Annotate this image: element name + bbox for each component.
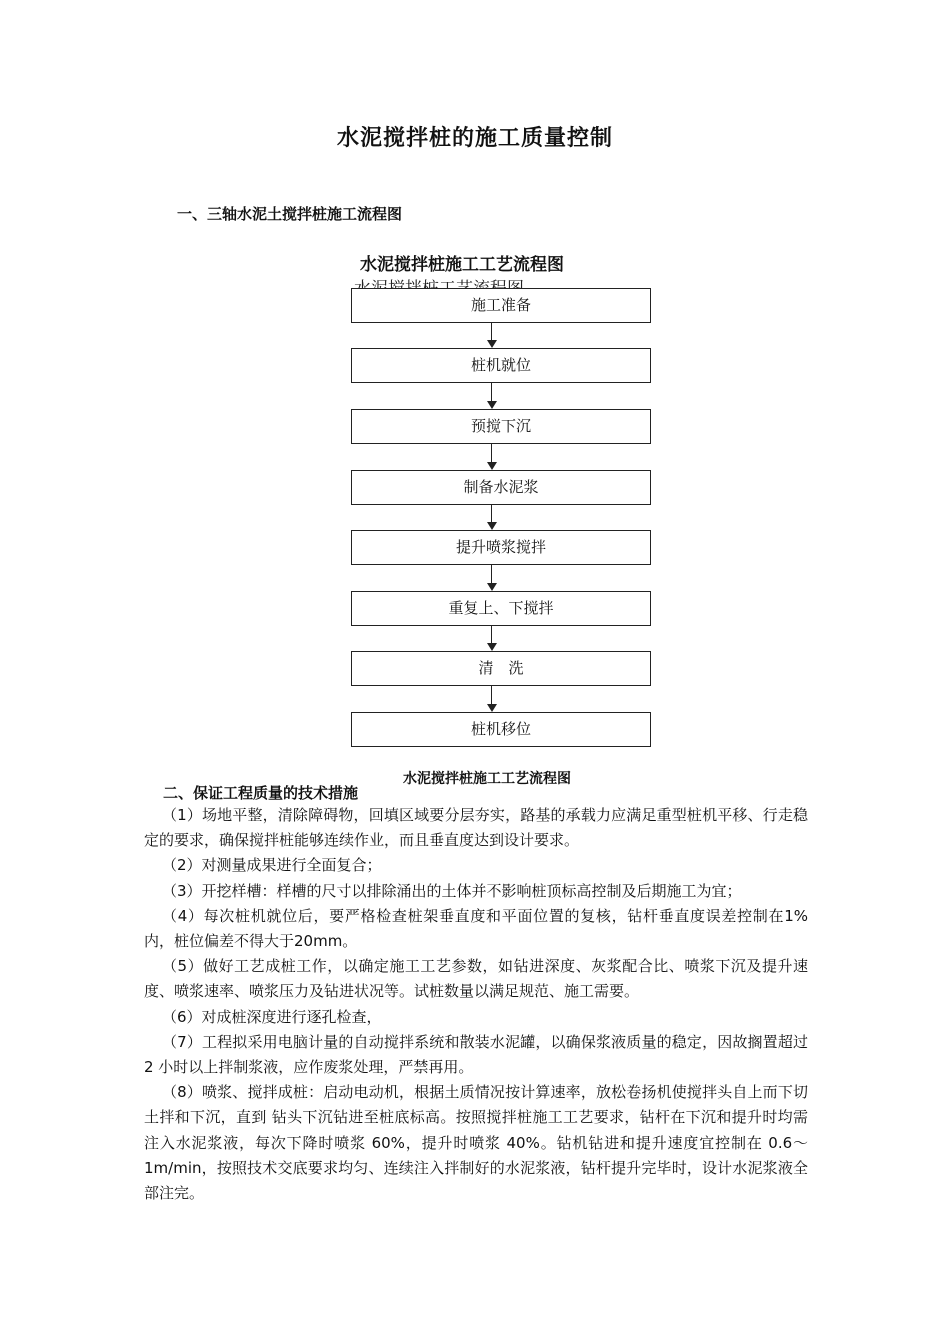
flowchart-step: 提升喷浆搅拌 [351,530,651,565]
flowchart-step: 清 洗 [351,651,651,686]
paragraph: （8）喷浆、搅拌成桩：启动电动机，根据土质情况按计算速率，放松卷扬机使搅拌头自上而下切土拌和下沉，直到 钻头下沉钻进至桩底标高。按照搅拌桩施工工艺要求，钻杆在下沉和提升时均需注入水泥浆液，每次下降时喷浆 60%，提升时喷浆 40%。钻机钻进和提升速度宜控制在 0.6～1m/min，按照技术交底要求均匀、连续注入拌制好的水泥浆液，钻杆提升完毕时，设计水泥浆液全部注完。 [144,1083,808,1203]
flowchart-arrow [491,686,492,704]
flowchart-step: 预搅下沉 [351,409,651,444]
paragraph: （2）对测量成果进行全面复合； [162,856,382,875]
flowchart-arrow-head [487,704,497,712]
paragraph: （1）场地平整，清除障碍物，回填区域要分层夯实，路基的承载力应满足重型桩机平移、行走稳定的要求，确保搅拌桩能够连续作业，而且垂直度达到设计要求。 [144,806,808,850]
flowchart-arrow [491,323,492,340]
flowchart-arrow-head [487,401,497,409]
paragraph: （6）对成桩深度进行逐孔检查， [162,1007,382,1026]
flowchart-arrow [491,626,492,643]
flowchart-arrow [491,505,492,522]
paragraph: （4）每次桩机就位后，要严格检查桩架垂直度和平面位置的复核，钻杆垂直度误差控制在1%内，桩位偏差不得大于20mm。 [144,906,808,951]
paragraph: （3）开挖样槽：样槽的尺寸以排除涌出的土体并不影响桩顶标高控制及后期施工为宜； [162,881,742,900]
section-heading-quality: 二、保证工程质量的技术措施 [163,784,359,802]
flowchart-step: 桩机就位 [351,348,651,383]
flowchart-arrow-head [487,522,497,530]
flowchart-step: 施工准备 [351,288,651,323]
flowchart-arrow-head [487,340,497,348]
flowchart-step: 制备水泥浆 [351,470,651,505]
flowchart-arrow-head [487,643,497,651]
flowchart-arrow [491,383,492,401]
flowchart-ghost-title [354,274,524,287]
page-title: 水泥搅拌桩的施工质量控制 [336,126,613,151]
body-text [144,803,808,1206]
flowchart-arrow [491,444,492,462]
flowchart-step: 桩机移位 [351,712,651,747]
flowchart-arrow [491,565,492,583]
flowchart-step: 重复上、下搅拌 [351,591,651,626]
flowchart-title: 水泥搅拌桩施工工艺流程图 [360,255,564,275]
flowchart-arrow-head [487,583,497,591]
paragraph: （7）工程拟采用电脑计量的自动搅拌系统和散装水泥罐，以确保浆液质量的稳定，因故搁置超过 2 小时以上拌制浆液，应作废浆处理，严禁再用。 [144,1032,808,1077]
flowchart-caption: 水泥搅拌桩施工工艺流程图 [403,771,571,787]
paragraph: （5）做好工艺成桩工作，以确定施工工艺参数，如钻进深度、灰浆配合比、喷浆下沉及提升速度、喷浆速率、喷浆压力及钻进状况等。试桩数量以满足规范、施工需要。 [144,957,808,1001]
flowchart-arrow-head [487,462,497,470]
section-heading-flowchart: 一、三轴水泥土搅拌桩施工流程图 [177,205,403,223]
